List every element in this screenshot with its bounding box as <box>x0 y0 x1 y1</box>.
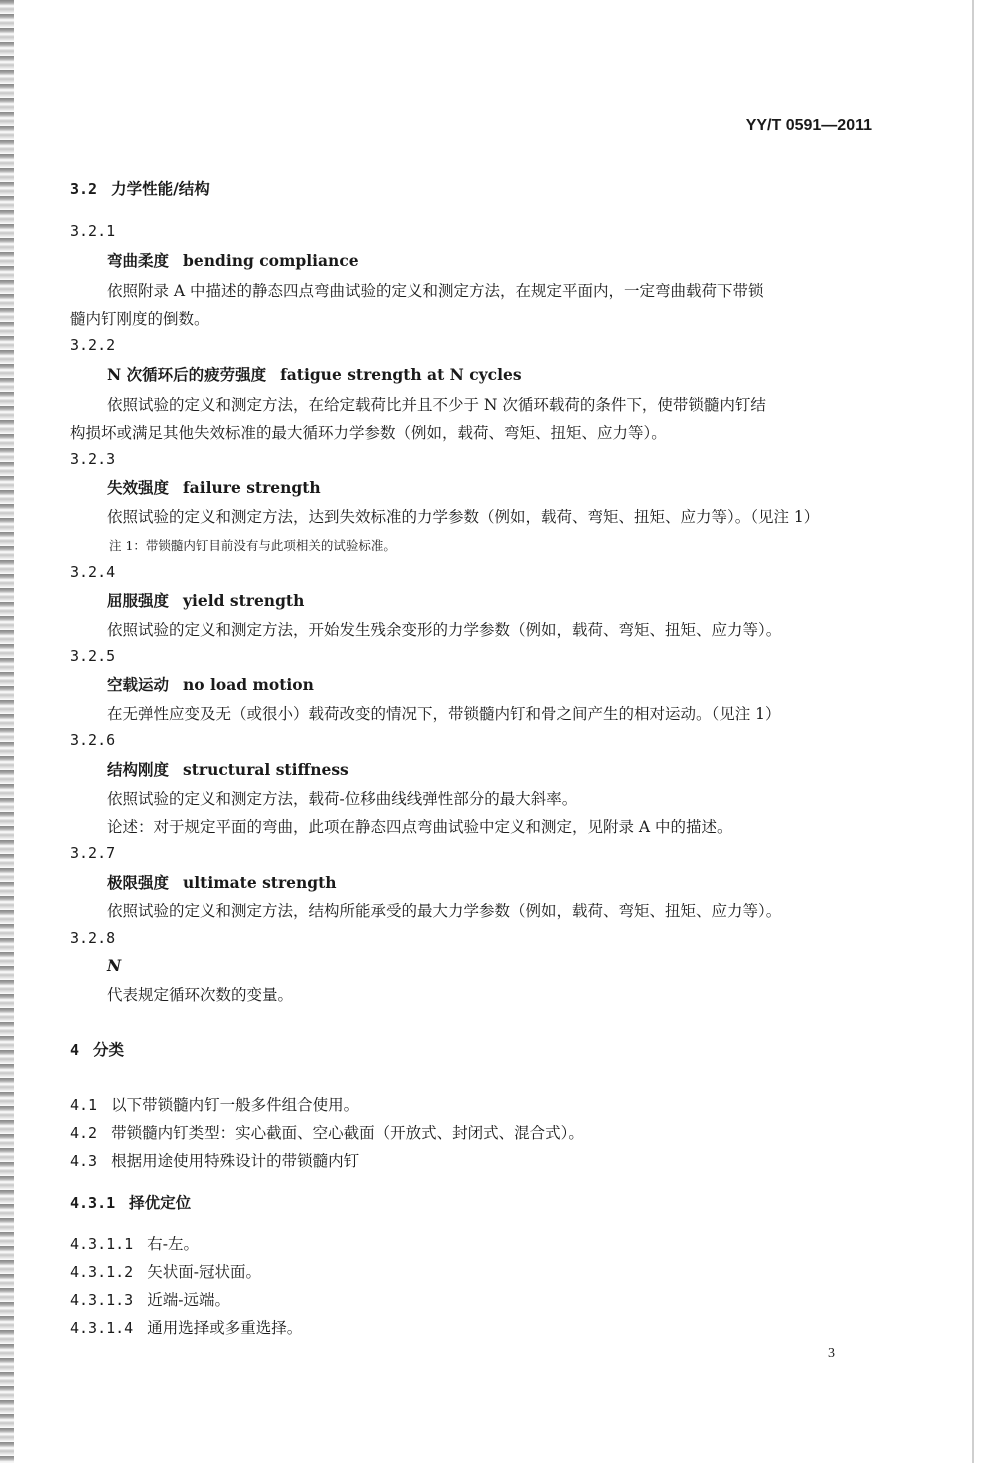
clause-3-2-3-term <box>107 477 982 499</box>
clause-4-1 <box>70 1094 970 1116</box>
clause-4-3-1-4 <box>70 1317 970 1339</box>
clause-3-2-1-number: 3.2.1 <box>70 222 116 240</box>
term-english: bending compliance <box>183 251 359 270</box>
clause-text: 根据用途使用特殊设计的带锁髓内钉 <box>111 1152 360 1170</box>
clause-3-2-5-definition: 在无弹性应变及无（或很小）载荷改变的情况下，带锁髓内钉和骨之间产生的相对运动。（见注 1） <box>107 705 781 723</box>
clause-3-2-4-term <box>107 590 982 612</box>
section-4-heading <box>70 1039 970 1061</box>
clause-3-2-2-term <box>107 364 982 386</box>
term-english: fatigue strength at N cycles <box>280 365 522 384</box>
scan-edge-right <box>972 0 974 1463</box>
clause-3-2-1-definition-cont: 髓内钉刚度的倒数。 <box>70 310 210 328</box>
clause-3-2-7-definition: 依照试验的定义和测定方法，结构所能承受的最大力学参数（例如，载荷、弯矩、扭矩、应力等）。 <box>107 902 782 920</box>
clause-text: 带锁髓内钉类型：实心截面、空心截面（开放式、封闭式、混合式）。 <box>111 1124 584 1142</box>
clause-number: 4.3.1.3 <box>70 1291 134 1309</box>
term-chinese: N 次循环后的疲劳强度 <box>107 365 267 384</box>
clause-3-2-6-remark: 论述：对于规定平面的弯曲，此项在静态四点弯曲试验中定义和测定，见附录 A 中的描述。 <box>107 818 733 836</box>
clause-4-3-1-1 <box>70 1233 970 1255</box>
term-chinese: 结构刚度 <box>107 760 170 779</box>
clause-text: 近端-远端。 <box>147 1291 230 1309</box>
clause-3-2-5-term <box>107 674 982 696</box>
scan-edge-left <box>0 0 14 1463</box>
section-number: 3.2 <box>70 180 98 198</box>
clause-4-2 <box>70 1122 970 1144</box>
clause-text: 右-左。 <box>147 1235 199 1253</box>
clause-3-2-6-definition: 依照试验的定义和测定方法，载荷-位移曲线线弹性部分的最大斜率。 <box>107 790 578 808</box>
clause-3-2-8-term: N <box>107 956 122 975</box>
term-english: failure strength <box>183 478 321 497</box>
clause-title: 择优定位 <box>129 1193 192 1212</box>
page-number: 3 <box>828 1346 835 1361</box>
clause-3-2-5-number: 3.2.5 <box>70 647 116 665</box>
clause-text: 矢状面-冠状面。 <box>147 1263 261 1281</box>
term-english: structural stiffness <box>183 760 349 779</box>
section-number: 4 <box>70 1041 80 1059</box>
clause-3-2-7-term <box>107 872 982 894</box>
term-chinese: 空载运动 <box>107 675 170 694</box>
term-english: yield strength <box>183 591 305 610</box>
term-english: ultimate strength <box>183 873 337 892</box>
term-chinese: 失效强度 <box>107 478 170 497</box>
section-title: 力学性能/结构 <box>111 179 210 198</box>
clause-3-2-6-term <box>107 759 982 781</box>
clause-number: 4.3 <box>70 1152 98 1170</box>
clause-3-2-4-definition: 依照试验的定义和测定方法，开始发生残余变形的力学参数（例如，载荷、弯矩、扭矩、应力等）。 <box>107 621 782 639</box>
clause-3-2-2-definition: 依照试验的定义和测定方法，在给定载荷比并且不少于 N 次循环载荷的条件下，使带锁髓内钉结 <box>107 396 766 414</box>
clause-3-2-8-number: 3.2.8 <box>70 929 116 947</box>
section-title: 分类 <box>93 1040 125 1059</box>
clause-4-3-1-heading <box>70 1192 970 1214</box>
section-3-2-heading <box>70 178 970 200</box>
clause-3-2-6-number: 3.2.6 <box>70 731 116 749</box>
clause-4-3-1-3 <box>70 1289 970 1311</box>
term-chinese: 屈服强度 <box>107 591 170 610</box>
clause-3-2-2-definition-cont: 构损坏或满足其他失效标准的最大循环力学参数（例如，载荷、弯矩、扭矩、应力等）。 <box>70 424 667 442</box>
clause-4-3 <box>70 1150 970 1172</box>
clause-number: 4.1 <box>70 1096 98 1114</box>
clause-number: 4.3.1.4 <box>70 1319 134 1337</box>
clause-3-2-3-definition: 依照试验的定义和测定方法，达到失效标准的力学参数（例如，载荷、弯矩、扭矩、应力等）。（见注 1） <box>107 508 820 526</box>
clause-number: 4.2 <box>70 1124 98 1142</box>
clause-text: 通用选择或多重选择。 <box>147 1319 303 1337</box>
term-english: no load motion <box>183 675 314 694</box>
term-chinese: 极限强度 <box>107 873 170 892</box>
clause-text: 以下带锁髓内钉一般多件组合使用。 <box>111 1096 360 1114</box>
clause-3-2-4-number: 3.2.4 <box>70 563 116 581</box>
note-1: 注 1：带锁髓内钉目前没有与此项相关的试验标准。 <box>109 538 396 553</box>
clause-number: 4.3.1.2 <box>70 1263 134 1281</box>
clause-number: 4.3.1.1 <box>70 1235 134 1253</box>
clause-3-2-8-definition: 代表规定循环次数的变量。 <box>107 986 294 1004</box>
clause-3-2-3-number: 3.2.3 <box>70 450 116 468</box>
clause-number: 4.3.1 <box>70 1194 116 1212</box>
clause-4-3-1-2 <box>70 1261 970 1283</box>
clause-3-2-1-definition: 依照附录 A 中描述的静态四点弯曲试验的定义和测定方法，在规定平面内，一定弯曲载荷下带锁 <box>107 282 764 300</box>
term-chinese: 弯曲柔度 <box>107 251 170 270</box>
clause-3-2-7-number: 3.2.7 <box>70 844 116 862</box>
standard-number: YY/T 0591—2011 <box>745 117 872 134</box>
clause-3-2-1-term <box>107 250 982 272</box>
clause-3-2-2-number: 3.2.2 <box>70 336 116 354</box>
